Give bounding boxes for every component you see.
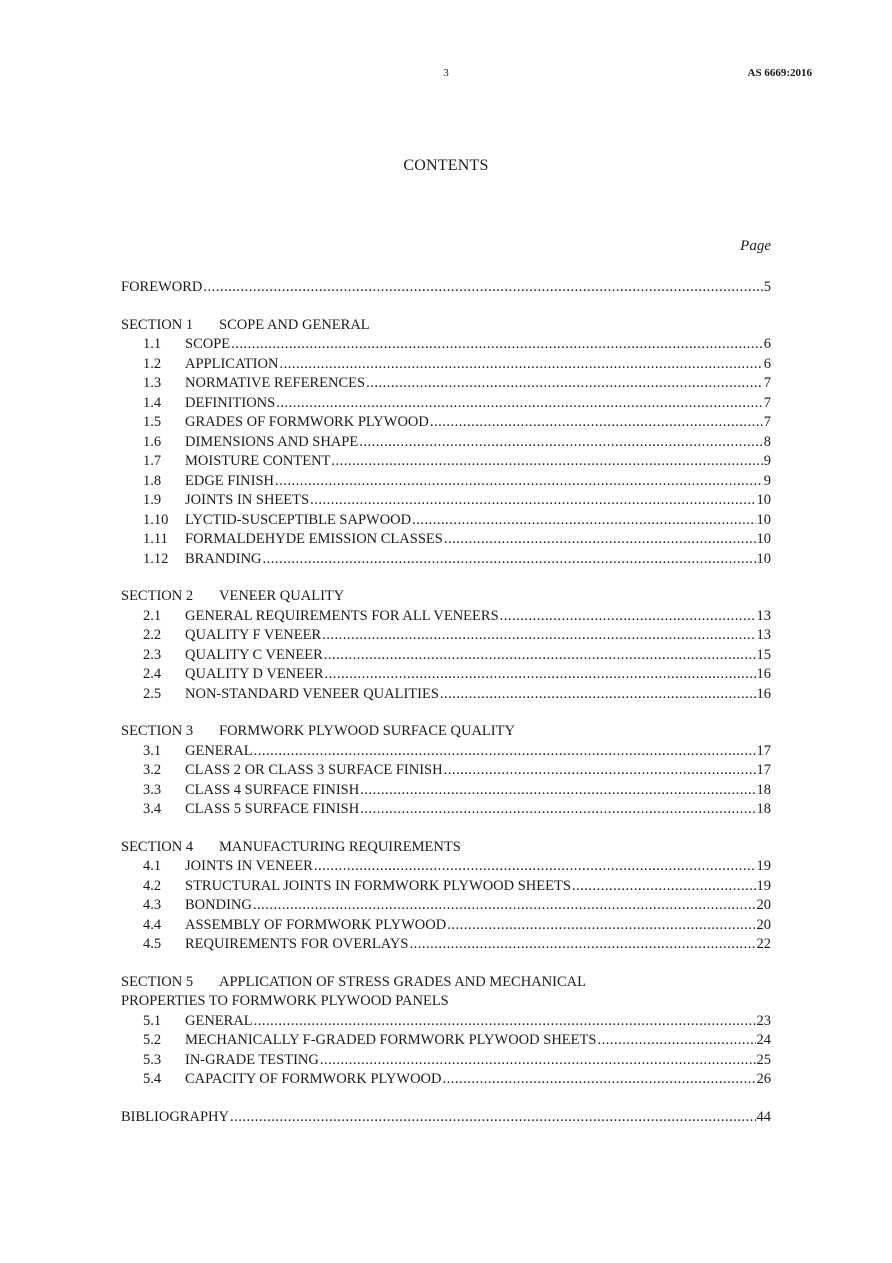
clause-number: 2.4: [143, 666, 162, 682]
toc-entry[interactable]: [121, 374, 771, 394]
toc-entry-title: CLASS 2 OR CLASS 3 SURFACE FINISH: [185, 762, 443, 778]
section-title: MANUFACTURING REQUIREMENTS: [219, 838, 461, 855]
clause-number: 1.10: [143, 511, 169, 528]
toc-entry-title: ASSEMBLY OF FORMWORK PLYWOOD: [185, 916, 447, 933]
dot-leader: [444, 761, 756, 781]
spacer: [121, 955, 771, 973]
section-number: SECTION 1: [121, 316, 194, 333]
dot-leader: [572, 877, 756, 897]
dot-leader: [320, 1051, 756, 1071]
clause-number: 2.3: [143, 646, 162, 663]
toc-entry-page: 20: [756, 897, 771, 913]
toc-entry[interactable]: [121, 433, 771, 453]
dot-leader: [359, 433, 763, 453]
clause-number: 1.3: [143, 375, 162, 391]
clause-number: 5.2: [143, 1032, 162, 1048]
clause-number: 1.1: [143, 336, 162, 352]
toc-entry-page: 24: [756, 1032, 771, 1048]
contents-title: CONTENTS: [403, 157, 489, 174]
toc-entry[interactable]: [121, 761, 771, 781]
clause-number: 1.2: [143, 355, 162, 372]
section-number: SECTION 4: [121, 838, 194, 855]
dot-leader: [275, 472, 763, 492]
toc-entry-page: 10: [756, 511, 771, 528]
toc-entry-title: BRANDING: [185, 550, 262, 567]
dot-leader: [597, 1031, 755, 1051]
dot-leader: [443, 1070, 756, 1090]
toc-entry-page: 13: [756, 607, 771, 624]
clause-number: 1.12: [143, 550, 169, 567]
dot-leader: [331, 452, 762, 472]
toc-entry-page: 18: [756, 801, 771, 817]
toc-entry-title: MECHANICALLY F-GRADED FORMWORK PLYWOOD SHEETS: [185, 1032, 597, 1048]
dot-leader: [254, 742, 756, 762]
toc-entry[interactable]: [121, 896, 771, 916]
dot-leader: [310, 491, 755, 511]
section-number: SECTION 2: [121, 588, 194, 604]
toc-entry-page: 6: [763, 336, 771, 352]
dot-leader: [324, 646, 756, 666]
section-title: SCOPE AND GENERAL: [219, 316, 370, 333]
toc-entry[interactable]: [121, 916, 771, 936]
dot-leader: [231, 335, 763, 355]
toc-entry-bibliography[interactable]: [121, 1108, 771, 1128]
toc-entry-page: 9: [763, 472, 771, 489]
spacer: [121, 704, 771, 722]
toc-entry-page: 22: [756, 936, 771, 952]
toc-entry-page: 26: [756, 1071, 771, 1087]
table-of-contents: [121, 278, 771, 1127]
toc-entry[interactable]: [121, 607, 771, 627]
toc-entry-title: GENERAL: [185, 742, 253, 759]
toc-entry-title: STRUCTURAL JOINTS IN FORMWORK PLYWOOD SHEETS: [185, 877, 571, 894]
dot-leader: [253, 896, 756, 916]
dot-leader: [254, 1012, 756, 1032]
clause-number: 4.5: [143, 936, 162, 952]
section-heading[interactable]: [121, 316, 771, 336]
dot-leader: [430, 413, 763, 433]
clause-number: 1.11: [143, 531, 168, 547]
clause-number: 1.5: [143, 414, 162, 430]
toc-entry-title: QUALITY D VENEER: [185, 666, 324, 682]
toc-entry[interactable]: [121, 1031, 771, 1051]
page-number: 3: [443, 67, 449, 79]
spacer: [121, 569, 771, 587]
document-id: AS 6669:2016: [747, 67, 812, 79]
toc-entry-title: REQUIREMENTS FOR OVERLAYS: [185, 936, 409, 952]
section-title: VENEER QUALITY: [219, 588, 345, 604]
toc-entry[interactable]: [121, 857, 771, 877]
dot-leader: [314, 857, 756, 877]
toc-entry[interactable]: [121, 800, 771, 820]
section-title-continued: PROPERTIES TO FORMWORK PLYWOOD PANELS: [121, 993, 449, 1009]
toc-entry-title: DEFINITIONS: [185, 394, 276, 411]
toc-entry[interactable]: [121, 335, 771, 355]
dot-leader: [263, 550, 756, 570]
section-heading[interactable]: [121, 587, 771, 607]
toc-entry-page: 15: [756, 646, 771, 663]
toc-entry[interactable]: [121, 877, 771, 897]
toc-entry-title: MOISTURE CONTENT: [185, 453, 331, 469]
clause-number: 4.3: [143, 897, 162, 913]
clause-number: 3.4: [143, 801, 162, 817]
section-heading[interactable]: [121, 838, 771, 858]
dot-leader: [412, 511, 755, 531]
dot-leader: [230, 1108, 756, 1128]
toc-entry-title: FOREWORD: [121, 279, 203, 295]
toc-entry-page: 7: [763, 375, 771, 391]
clause-number: 3.1: [143, 742, 162, 759]
toc-entry-title: CLASS 4 SURFACE FINISH: [185, 781, 360, 798]
toc-entry-page: 25: [756, 1051, 771, 1068]
toc-entry-page: 9: [763, 453, 771, 469]
toc-entry-page: 13: [756, 627, 771, 643]
toc-entry-title: CAPACITY OF FORMWORK PLYWOOD: [185, 1071, 442, 1087]
clause-number: 3.2: [143, 762, 162, 778]
dot-leader: [203, 278, 762, 298]
clause-number: 1.8: [143, 472, 162, 489]
toc-entry[interactable]: [121, 413, 771, 433]
toc-entry-page: 44: [756, 1108, 771, 1125]
section-number: SECTION 3: [121, 723, 194, 739]
dot-leader: [360, 800, 755, 820]
toc-entry-title: JOINTS IN VENEER: [185, 858, 313, 874]
toc-entry[interactable]: [121, 646, 771, 666]
toc-entry-title: EDGE FINISH: [185, 472, 275, 489]
section-title: APPLICATION OF STRESS GRADES AND MECHANICAL: [219, 973, 586, 990]
toc-entry-title: DIMENSIONS AND SHAPE: [185, 433, 359, 450]
clause-number: 2.2: [143, 627, 162, 643]
toc-entry-title: APPLICATION: [185, 355, 279, 372]
spacer: [121, 820, 771, 838]
section-heading[interactable]: [121, 722, 771, 742]
dot-leader: [276, 394, 763, 414]
toc-entry[interactable]: [121, 472, 771, 492]
toc-entry[interactable]: [121, 742, 771, 762]
clause-number: 1.9: [143, 492, 162, 508]
clause-number: 1.6: [143, 433, 162, 450]
toc-entry-foreword[interactable]: [121, 278, 771, 298]
toc-entry[interactable]: [121, 491, 771, 511]
toc-entry-page: 8: [763, 433, 771, 450]
dot-leader: [500, 607, 756, 627]
dot-leader: [440, 685, 756, 705]
toc-entry-title: NON-STANDARD VENEER QUALITIES: [185, 685, 439, 702]
dot-leader: [444, 530, 756, 550]
clause-number: 2.1: [143, 607, 162, 624]
toc-entry-page: 7: [763, 414, 771, 430]
toc-entry-page: 10: [756, 550, 771, 567]
clause-number: 5.4: [143, 1071, 162, 1087]
toc-entry[interactable]: [121, 1051, 771, 1071]
toc-entry[interactable]: [121, 685, 771, 705]
toc-entry[interactable]: [121, 511, 771, 531]
toc-entry-title: LYCTID-SUSCEPTIBLE SAPWOOD: [185, 511, 412, 528]
toc-entry-title: CLASS 5 SURFACE FINISH: [185, 801, 360, 817]
toc-entry[interactable]: [121, 781, 771, 801]
clause-number: 4.4: [143, 916, 162, 933]
toc-entry-page: 16: [756, 666, 771, 682]
toc-entry[interactable]: [121, 626, 771, 646]
toc-entry-page: 5: [763, 279, 771, 295]
toc-entry[interactable]: [121, 355, 771, 375]
toc-entry-page: 23: [756, 1012, 771, 1029]
section-heading-continued: [121, 992, 771, 1012]
clause-number: 2.5: [143, 685, 162, 702]
toc-entry-page: 17: [756, 742, 771, 759]
toc-entry-title: IN-GRADE TESTING: [185, 1051, 319, 1068]
toc-entry-page: 6: [763, 355, 771, 372]
toc-entry[interactable]: [121, 394, 771, 414]
toc-entry-title: QUALITY F VENEER: [185, 627, 322, 643]
clause-number: 3.3: [143, 781, 162, 798]
toc-entry[interactable]: [121, 530, 771, 550]
clause-number: 4.2: [143, 877, 162, 894]
toc-entry[interactable]: [121, 550, 771, 570]
toc-entry-page: 10: [756, 492, 771, 508]
toc-entry-page: 20: [756, 916, 771, 933]
toc-entry-title: BONDING: [185, 897, 252, 913]
section-number: SECTION 5: [121, 973, 194, 990]
dot-leader: [325, 665, 756, 685]
clause-number: 1.4: [143, 394, 162, 411]
toc-entry[interactable]: [121, 935, 771, 955]
toc-entry-page: 10: [756, 531, 771, 547]
clause-number: 4.1: [143, 858, 162, 874]
toc-entry[interactable]: [121, 452, 771, 472]
spacer: [121, 1090, 771, 1108]
dot-leader: [447, 916, 755, 936]
toc-entry-title: QUALITY C VENEER: [185, 646, 323, 663]
spacer: [121, 298, 771, 316]
toc-entry-page: 18: [756, 781, 771, 798]
toc-entry[interactable]: [121, 665, 771, 685]
section-title: FORMWORK PLYWOOD SURFACE QUALITY: [219, 723, 515, 739]
toc-entry-page: 19: [756, 858, 771, 874]
toc-entry-title: FORMALDEHYDE EMISSION CLASSES: [185, 531, 443, 547]
toc-entry[interactable]: [121, 1012, 771, 1032]
page-column-label: Page: [740, 238, 771, 254]
section-heading[interactable]: [121, 973, 771, 993]
dot-leader: [279, 355, 762, 375]
dot-leader: [360, 781, 755, 801]
toc-entry-title: GENERAL REQUIREMENTS FOR ALL VENEERS: [185, 607, 499, 624]
toc-entry-title: GRADES OF FORMWORK PLYWOOD: [185, 414, 429, 430]
clause-number: 1.7: [143, 453, 162, 469]
toc-entry-title: BIBLIOGRAPHY: [121, 1108, 229, 1125]
clause-number: 5.3: [143, 1051, 162, 1068]
dot-leader: [409, 935, 755, 955]
clause-number: 5.1: [143, 1012, 162, 1029]
toc-entry-page: 19: [756, 877, 771, 894]
toc-entry-title: NORMATIVE REFERENCES: [185, 375, 366, 391]
toc-entry-page: 7: [763, 394, 771, 411]
dot-leader: [366, 374, 763, 394]
dot-leader: [322, 626, 755, 646]
toc-entry-title: JOINTS IN SHEETS: [185, 492, 310, 508]
toc-entry-page: 16: [756, 685, 771, 702]
toc-entry-page: 17: [756, 762, 771, 778]
toc-entry[interactable]: [121, 1070, 771, 1090]
toc-entry-title: GENERAL: [185, 1012, 253, 1029]
toc-entry-title: SCOPE: [185, 336, 231, 352]
